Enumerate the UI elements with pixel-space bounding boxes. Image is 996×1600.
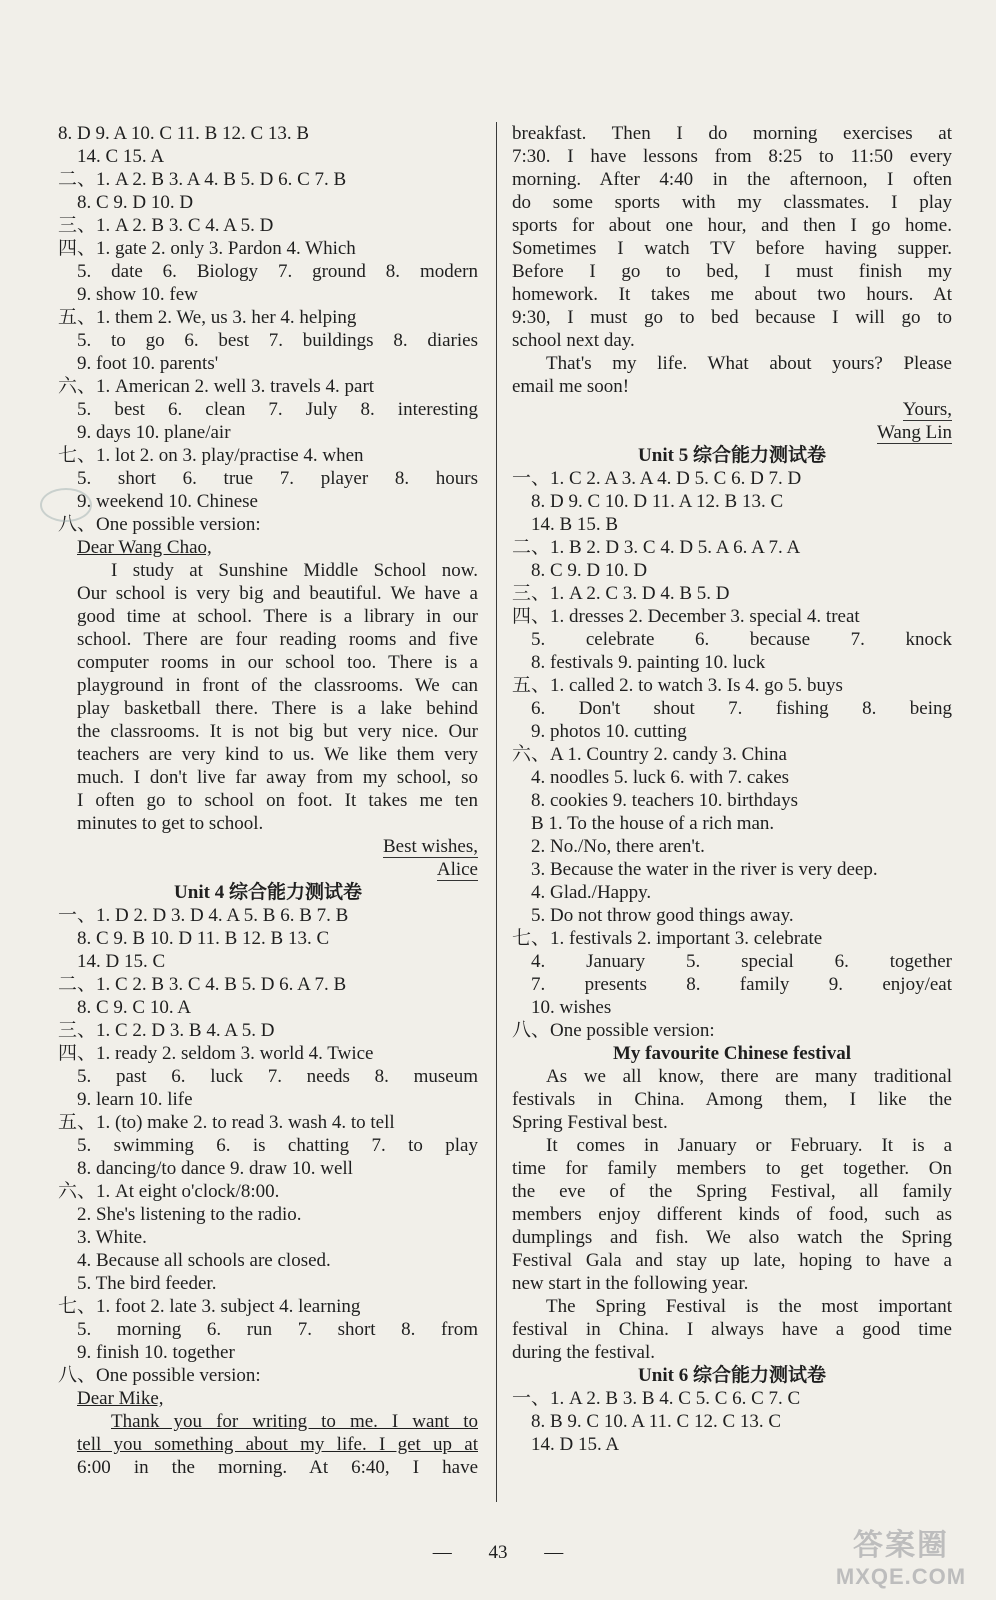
left-line-36: 14. D 15. C xyxy=(77,951,166,972)
right-signature-12: Yours, xyxy=(902,399,952,420)
right-line-57: 14. D 15. A xyxy=(531,1434,620,1455)
right-line-37: 7. presents 8. family 9. enjoy/eat xyxy=(531,974,952,995)
left-line-22: school. There are four reading rooms and five xyxy=(77,629,478,650)
right-line-38: 10. wishes xyxy=(531,997,612,1018)
left-line-29: I often go to school on foot. It takes me ten xyxy=(77,790,478,811)
right-line-33: 4. Glad./Happy. xyxy=(531,882,652,903)
left-line-15: 5. short 6. true 7. player 8. hours xyxy=(77,468,478,489)
left-line-42: 9. learn 10. life xyxy=(77,1089,193,1110)
left-line-56: Thank you for writing to me. I want to xyxy=(111,1411,478,1432)
left-line-52: 5. morning 6. run 7. short 8. from xyxy=(77,1319,478,1340)
left-line-1: 14. C 15. A xyxy=(77,146,165,167)
left-line-20: Our school is very big and beautiful. We have a xyxy=(77,583,478,604)
right-line-11: email me soon! xyxy=(512,376,630,397)
right-line-35: 七、1. festivals 2. important 3. celebrate xyxy=(512,928,823,949)
left-line-16: 9. weekend 10. Chinese xyxy=(77,491,258,512)
left-line-41: 5. past 6. luck 7. needs 8. museum xyxy=(77,1066,478,1087)
left-line-37: 二、1. C 2. B 3. C 4. B 5. D 6. A 7. B xyxy=(58,974,347,995)
right-line-22: 5. celebrate 6. because 7. knock xyxy=(531,629,952,650)
left-signature-31: Best wishes, xyxy=(383,836,478,857)
right-line-15: 一、1. C 2. A 3. A 4. D 5. C 6. D 7. D xyxy=(512,468,802,489)
right-signature-13: Wang Lin xyxy=(877,422,952,443)
right-line-56: 8. B 9. C 10. A 11. C 12. C 13. C xyxy=(531,1411,782,1432)
left-line-10: 9. foot 10. parents' xyxy=(77,353,219,374)
right-line-47: members enjoy different kinds of food, such as xyxy=(512,1204,952,1225)
footer-dash-right: — xyxy=(544,1542,564,1563)
right-line-42: festivals in China. Among them, I like the xyxy=(512,1089,952,1110)
left-line-3: 8. C 9. D 10. D xyxy=(77,192,194,213)
right-line-54: Unit 6 综合能力测试卷 xyxy=(638,1365,826,1386)
right-line-12 xyxy=(512,398,952,421)
right-line-43: Spring Festival best. xyxy=(512,1112,668,1133)
right-line-6: Before I go to bed, I must finish my xyxy=(512,261,952,282)
left-line-48: 3. White. xyxy=(77,1227,147,1248)
left-line-9: 5. to go 6. best 7. buildings 8. diaries xyxy=(77,330,478,351)
left-line-44: 5. swimming 6. is chatting 7. to play xyxy=(77,1135,478,1156)
left-line-53: 9. finish 10. together xyxy=(77,1342,235,1363)
left-line-7: 9. show 10. few xyxy=(77,284,198,305)
right-line-34: 5. Do not throw good things away. xyxy=(531,905,794,926)
right-line-39: 八、One possible version: xyxy=(512,1020,715,1041)
right-line-5: Sometimes I watch TV before having supper. xyxy=(512,238,952,259)
right-line-29: 8. cookies 9. teachers 10. birthdays xyxy=(531,790,798,811)
right-line-14: Unit 5 综合能力测试卷 xyxy=(638,445,826,466)
right-line-44: It comes in January or February. It is a xyxy=(546,1135,952,1156)
left-line-31 xyxy=(58,835,478,858)
left-line-45: 8. dancing/to dance 9. draw 10. well xyxy=(77,1158,353,1179)
column-divider xyxy=(496,122,497,1502)
left-line-8: 五、1. them 2. We, us 3. her 4. helping xyxy=(58,307,357,328)
left-line-33: Unit 4 综合能力测试卷 xyxy=(174,882,362,903)
right-line-20: 三、1. A 2. C 3. D 4. B 5. D xyxy=(512,583,730,604)
left-line-23: computer rooms in our school too. There is a xyxy=(77,652,478,673)
right-line-19: 8. C 9. D 10. D xyxy=(531,560,648,581)
left-line-18: Dear Wang Chao, xyxy=(77,537,212,558)
right-line-0: breakfast. Then I do morning exercises at xyxy=(512,123,952,144)
left-line-54: 八、One possible version: xyxy=(58,1365,261,1386)
right-line-41: As we all know, there are many traditional xyxy=(546,1066,952,1087)
left-line-27: teachers are very kind to us. We like them very xyxy=(77,744,478,765)
left-line-4: 三、1. A 2. B 3. C 4. A 5. D xyxy=(58,215,274,236)
left-line-12: 5. best 6. clean 7. July 8. interesting xyxy=(77,399,478,420)
left-line-50: 5. The bird feeder. xyxy=(77,1273,217,1294)
left-line-13: 9. days 10. plane/air xyxy=(77,422,231,443)
left-line-19: I study at Sunshine Middle School now. xyxy=(111,560,478,581)
right-line-2: morning. After 4:40 in the afternoon, I often xyxy=(512,169,952,190)
left-line-49: 4. Because all schools are closed. xyxy=(77,1250,331,1271)
right-line-30: B 1. To the house of a rich man. xyxy=(531,813,775,834)
left-line-47: 2. She's listening to the radio. xyxy=(77,1204,302,1225)
right-line-55: 一、1. A 2. B 3. B 4. C 5. C 6. C 7. C xyxy=(512,1388,801,1409)
right-line-16: 8. D 9. C 10. D 11. A 12. B 13. C xyxy=(531,491,784,512)
right-column xyxy=(512,122,952,1456)
right-line-23: 8. festivals 9. painting 10. luck xyxy=(531,652,766,673)
right-line-45: time for family members to get together. On xyxy=(512,1158,952,1179)
right-line-49: Festival Gala and stay up late, hoping to have a xyxy=(512,1250,952,1271)
left-line-57: tell you something about my life. I get up at xyxy=(77,1434,478,1455)
right-line-26: 9. photos 10. cutting xyxy=(531,721,687,742)
left-line-17: 八、One possible version: xyxy=(58,514,261,535)
right-line-7: homework. It takes me about two hours. At xyxy=(512,284,952,305)
right-line-27: 六、A 1. Country 2. candy 3. China xyxy=(512,744,787,765)
left-line-25: play basketball there. There is a lake behind xyxy=(77,698,478,719)
right-line-40: My favourite Chinese festival xyxy=(613,1043,851,1064)
left-line-5: 四、1. gate 2. only 3. Pardon 4. Which xyxy=(58,238,356,259)
right-line-3: do some sports with my classmates. I play xyxy=(512,192,952,213)
right-line-1: 7:30. I have lessons from 8:25 to 11:50 every xyxy=(512,146,952,167)
right-line-31: 2. No./No, there aren't. xyxy=(531,836,705,857)
left-line-35: 8. C 9. B 10. D 11. B 12. B 13. C xyxy=(77,928,330,949)
left-line-26: the classrooms. It is not big but very nice. Our xyxy=(77,721,478,742)
right-line-51: The Spring Festival is the most important xyxy=(546,1296,952,1317)
right-line-9: school next day. xyxy=(512,330,635,351)
ink-stamp-mark xyxy=(40,488,92,522)
right-line-32: 3. Because the water in the river is very deep. xyxy=(531,859,878,880)
left-line-38: 8. C 9. C 10. A xyxy=(77,997,192,1018)
right-line-50: new start in the following year. xyxy=(512,1273,749,1294)
left-line-6: 5. date 6. Biology 7. ground 8. modern xyxy=(77,261,478,282)
right-line-21: 四、1. dresses 2. December 3. special 4. treat xyxy=(512,606,860,627)
right-line-8: 9:30, I must go to bed because I will go to xyxy=(512,307,952,328)
right-line-36: 4. January 5. special 6. together xyxy=(531,951,952,972)
left-line-39: 三、1. C 2. D 3. B 4. A 5. D xyxy=(58,1020,275,1041)
left-line-14: 七、1. lot 2. on 3. play/practise 4. when xyxy=(58,445,364,466)
left-line-55: Dear Mike, xyxy=(77,1388,164,1409)
left-line-34: 一、1. D 2. D 3. D 4. A 5. B 6. B 7. B xyxy=(58,905,349,926)
left-line-51: 七、1. foot 2. late 3. subject 4. learning xyxy=(58,1296,361,1317)
watermark-logo-text: 答案圈 xyxy=(853,1529,949,1562)
page-number: 43 xyxy=(488,1542,508,1563)
left-line-43: 五、1. (to) make 2. to read 3. wash 4. to tell xyxy=(58,1112,395,1133)
right-line-53: during the festival. xyxy=(512,1342,655,1363)
watermark-url: MXQE.COM xyxy=(835,1564,967,1589)
right-line-17: 14. B 15. B xyxy=(531,514,619,535)
footer-dash-left: — xyxy=(432,1542,452,1563)
right-line-10: That's my life. What about yours? Please xyxy=(546,353,952,374)
left-line-28: much. I don't live far away from my school, so xyxy=(77,767,478,788)
watermark-logo xyxy=(826,1520,976,1590)
left-line-2: 二、1. A 2. B 3. A 4. B 5. D 6. C 7. B xyxy=(58,169,347,190)
right-line-4: sports for about one hour, and then I go home. xyxy=(512,215,952,236)
right-line-13 xyxy=(512,421,952,444)
left-line-11: 六、1. American 2. well 3. travels 4. part xyxy=(58,376,375,397)
left-line-46: 六、1. At eight o'clock/8:00. xyxy=(58,1181,280,1202)
left-line-24: playground in front of the classrooms. We can xyxy=(77,675,478,696)
right-line-18: 二、1. B 2. D 3. C 4. D 5. A 6. A 7. A xyxy=(512,537,801,558)
left-line-0: 8. D 9. A 10. C 11. B 12. C 13. B xyxy=(58,123,310,144)
right-line-52: festival in China. I always have a good time xyxy=(512,1319,952,1340)
right-line-48: dumplings and fish. We also watch the Spring xyxy=(512,1227,952,1248)
left-line-30: minutes to get to school. xyxy=(77,813,264,834)
right-line-28: 4. noodles 5. luck 6. with 7. cakes xyxy=(531,767,790,788)
left-signature-32: Alice xyxy=(436,859,478,880)
left-line-58: 6:00 in the morning. At 6:40, I have xyxy=(77,1457,478,1478)
right-line-24: 五、1. called 2. to watch 3. Is 4. go 5. buys xyxy=(512,675,843,696)
left-line-21: good time at school. There is a library in our xyxy=(77,606,478,627)
left-line-40: 四、1. ready 2. seldom 3. world 4. Twice xyxy=(58,1043,374,1064)
left-column xyxy=(58,122,478,1479)
left-line-32 xyxy=(58,858,478,881)
right-line-46: the eve of the Spring Festival, all family xyxy=(512,1181,952,1202)
right-line-25: 6. Don't shout 7. fishing 8. being xyxy=(531,698,952,719)
